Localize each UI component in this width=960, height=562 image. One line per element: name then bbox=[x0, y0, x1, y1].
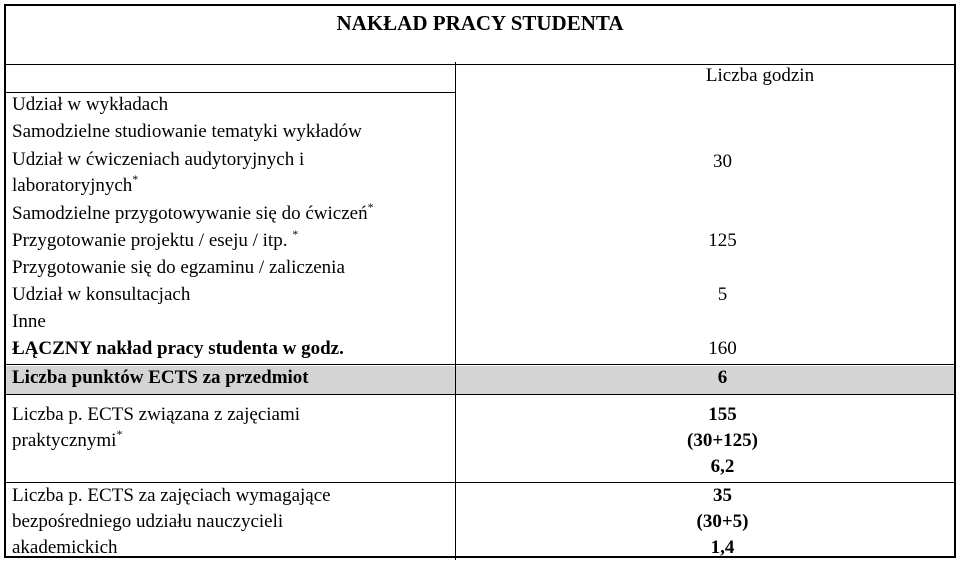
row-label: Udział w wykładach bbox=[12, 94, 169, 115]
ects-value: 6 bbox=[717, 367, 728, 388]
direct-label-line3: akademickich bbox=[12, 537, 118, 558]
footnote-marker: * bbox=[292, 227, 299, 241]
row-label: Udział w konsultacjach bbox=[12, 284, 191, 305]
total-value: 160 bbox=[708, 338, 737, 359]
practical-label-line1: Liczba p. ECTS związana z zajęciami bbox=[12, 404, 301, 425]
row-label: Inne bbox=[12, 311, 46, 332]
footnote-marker: * bbox=[132, 172, 139, 186]
row-label: Samodzielne studiowanie tematyki wykładów bbox=[12, 121, 362, 142]
practical-value-line3: 6,2 bbox=[710, 456, 735, 477]
row-label bbox=[12, 201, 374, 227]
footnote-marker: * bbox=[367, 200, 374, 214]
direct-row bbox=[6, 483, 954, 561]
total-label: ŁĄCZNY nakład pracy studenta w godz. bbox=[12, 338, 344, 359]
row-label-line2: laboratoryjnych bbox=[12, 175, 133, 196]
row-value: 5 bbox=[717, 284, 728, 305]
direct-label-line1: Liczba p. ECTS za zajęciach wymagające bbox=[12, 485, 331, 506]
direct-value bbox=[455, 483, 954, 561]
practical-value bbox=[455, 402, 954, 480]
workload-table bbox=[4, 4, 956, 558]
table-title: NAKŁAD PRACY STUDENTA bbox=[6, 6, 954, 65]
row-label-text: Przygotowanie projektu / eseju / itp. bbox=[12, 230, 288, 251]
row-label-text: Samodzielne przygotowywanie się do ćwiczeń bbox=[12, 203, 368, 224]
row-label: Przygotowanie się do egzaminu / zaliczenia bbox=[12, 257, 345, 278]
hours-header-cell bbox=[455, 62, 954, 92]
direct-value-line1: 35 bbox=[713, 485, 732, 506]
row-value: 30 bbox=[713, 151, 732, 172]
row-label-line1: Udział w ćwiczeniach audytoryjnych i bbox=[12, 149, 305, 170]
table-row bbox=[6, 147, 954, 199]
direct-label bbox=[12, 483, 331, 561]
row-label bbox=[12, 228, 298, 254]
row-label bbox=[12, 147, 304, 199]
practical-value-line1: 155 bbox=[708, 404, 737, 425]
row-value: 125 bbox=[708, 230, 737, 251]
divider bbox=[6, 394, 954, 395]
hours-header: Liczba godzin bbox=[705, 65, 815, 86]
direct-value-line3: 1,4 bbox=[710, 537, 735, 558]
practical-label bbox=[12, 402, 300, 454]
footnote-marker: * bbox=[116, 427, 123, 441]
direct-label-line2: bezpośredniego udziału nauczycieli bbox=[12, 511, 284, 532]
column-divider bbox=[455, 62, 456, 560]
practical-label-line2: praktycznymi bbox=[12, 430, 117, 451]
practical-row bbox=[6, 402, 954, 482]
direct-value-line2: (30+5) bbox=[696, 511, 749, 532]
practical-value-line2: (30+125) bbox=[687, 430, 758, 451]
ects-label: Liczba punktów ECTS za przedmiot bbox=[12, 367, 309, 388]
